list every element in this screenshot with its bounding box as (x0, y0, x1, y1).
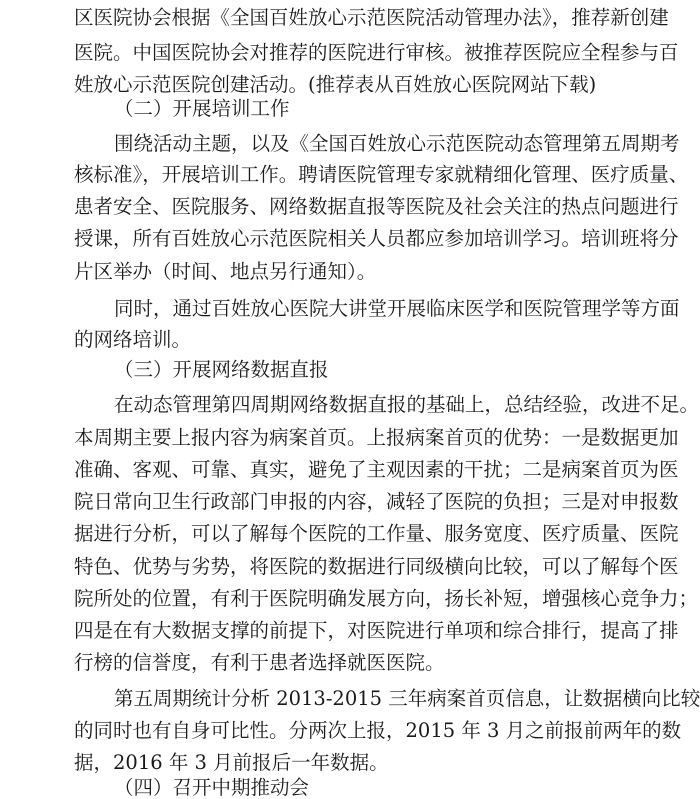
section-heading-3: （三）开展网络数据直报 (114, 358, 329, 381)
section-heading-4: （四）召开中期推动会 (114, 776, 310, 799)
paragraph-line: 医院。中国医院协会对推荐的医院进行审核。被推荐医院应全程参与百 (74, 41, 679, 64)
paragraph-line: 四是在有大数据支撑的前提下，对医院进行单项和综合排行，提高了排 (74, 619, 679, 642)
paragraph-line: 授课，所有百姓放心示范医院相关人员都应参加培训学习。培训班将分 (74, 227, 679, 250)
paragraph-line: 准确、客观、可靠、真实，避免了主观因素的干扰；二是病案首页为医 (74, 458, 679, 481)
paragraph-line: 的网络培训。 (74, 328, 192, 351)
paragraph-line: 院日常向卫生行政部门申报的内容，减轻了医院的负担；三是对申报数 (74, 490, 679, 513)
paragraph-line: 第五周期统计分析 2013-2015 三年病案首页信息，让数据横向比较 (114, 687, 700, 710)
paragraph-line: 的同时也有自身可比性。分两次上报，2015 年 3 月之前报前两年的数 (74, 719, 682, 742)
paragraph-line: 区医院协会根据《全国百姓放心示范医院活动管理办法》，推荐新创建 (74, 6, 669, 29)
paragraph-line: 核标准》，开展培训工作。聘请医院管理专家就精细化管理、医疗质量、 (74, 163, 689, 186)
paragraph-line: 本周期主要上报内容为病案首页。上报病案首页的优势：一是数据更加 (74, 426, 679, 449)
paragraph-line: 院所处的位置，有利于医院明确发展方向，扬长补短，增强核心竞争力； (74, 587, 699, 610)
paragraph-line: 姓放心示范医院创建活动。(推荐表从百姓放心医院网站下载) (74, 73, 597, 96)
paragraph-line: 围绕活动主题，以及《全国百姓放心示范医院动态管理第五周期考 (114, 132, 680, 155)
paragraph-line: 据进行分析，可以了解每个医院的工作量、服务宽度、医疗质量、医院 (74, 522, 679, 545)
paragraph-line: 患者安全、医院服务、网络数据直报等医院及社会关注的热点问题进行 (74, 195, 679, 218)
paragraph-line: 同时，通过百姓放心医院大讲堂开展临床医学和医院管理学等方面 (114, 297, 680, 320)
paragraph-line: 行榜的信誉度，有利于患者选择就医医院。 (74, 651, 445, 674)
section-heading-2: （二）开展培训工作 (114, 97, 290, 120)
paragraph-line: 在动态管理第四周期网络数据直报的基础上，总结经验，改进不足。 (114, 393, 700, 416)
paragraph-line: 特色、优势与劣势，将医院的数据进行同级横向比较，可以了解每个医 (74, 555, 679, 578)
paragraph-line: 据，2016 年 3 月前报后一年数据。 (74, 751, 389, 774)
paragraph-line: 片区举办（时间、地点另行通知）。 (74, 260, 377, 283)
